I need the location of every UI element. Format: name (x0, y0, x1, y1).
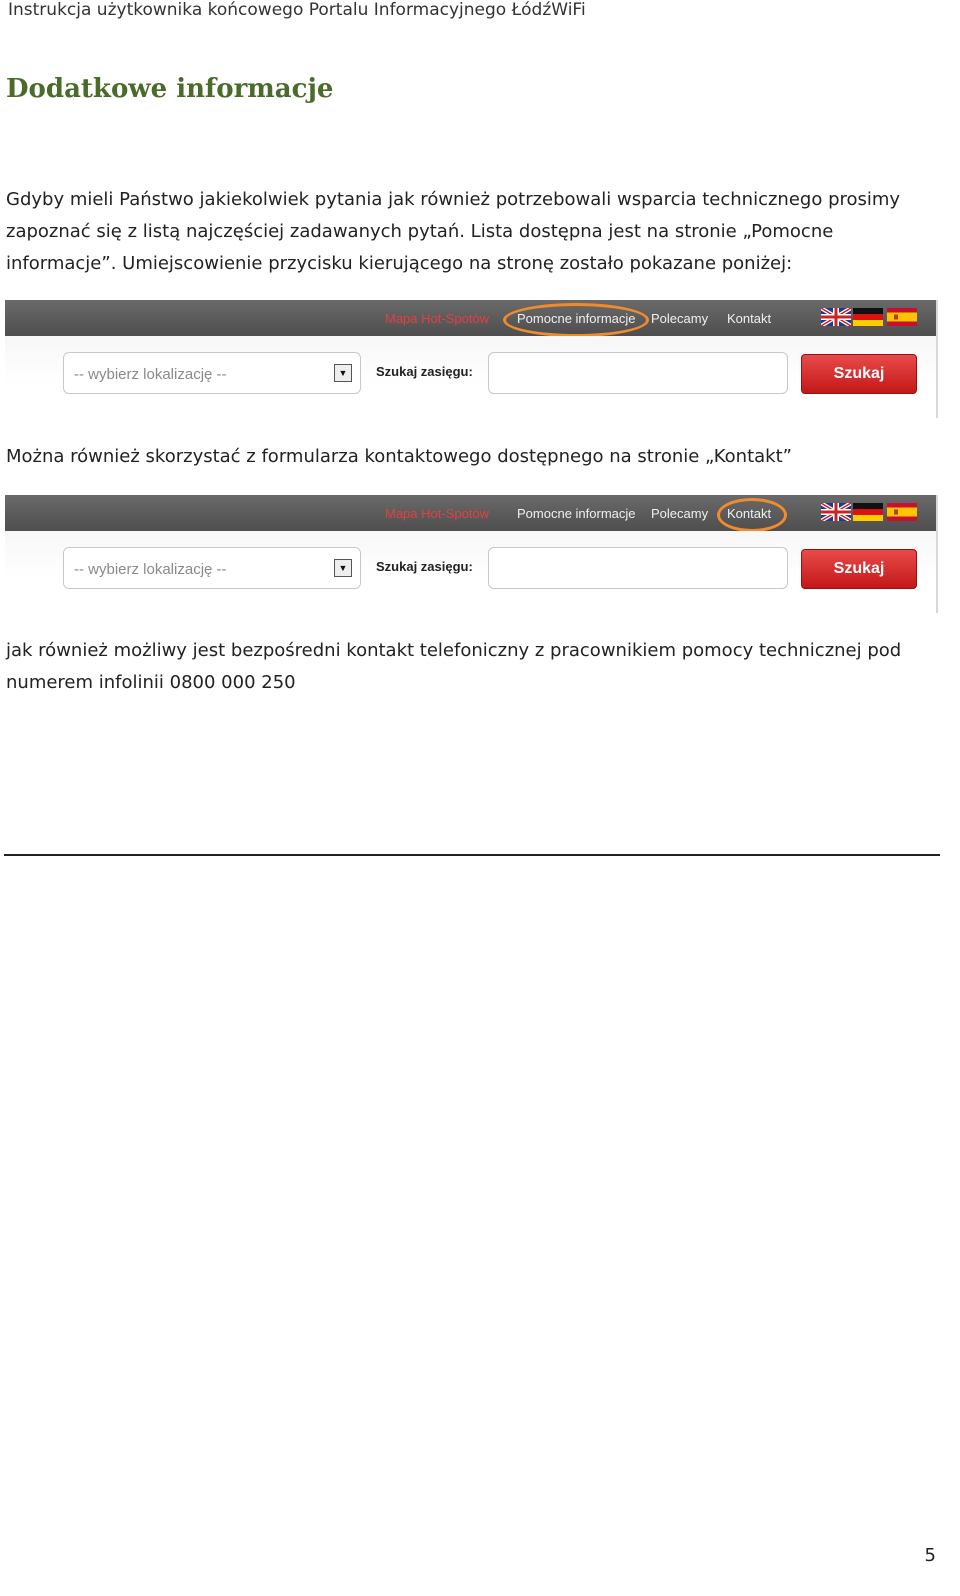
highlight-ring (503, 303, 649, 337)
portal-nav-bar (5, 495, 936, 531)
nav-link-kontakt[interactable]: Kontakt (727, 506, 772, 521)
portal-nav-bar (5, 300, 936, 336)
running-header: Instrukcja użytkownika końcowego Portalu Informacyjnego ŁódźWiFi (8, 0, 586, 20)
portal-screenshot-kontakt (5, 495, 938, 613)
range-input[interactable] (488, 547, 788, 589)
nav-link-polecamy[interactable]: Polecamy (651, 311, 709, 326)
nav-link-pomocne[interactable]: Pomocne informacje (517, 311, 636, 326)
footer-divider (4, 854, 940, 856)
search-button[interactable]: Szukaj (801, 549, 917, 589)
location-select[interactable] (63, 352, 361, 394)
german-flag-icon[interactable] (853, 308, 883, 326)
german-flag-icon[interactable] (853, 503, 883, 521)
range-label: Szukaj zasięgu: (376, 559, 473, 574)
section-heading: Dodatkowe informacje (6, 74, 334, 104)
nav-link-mapa[interactable]: Mapa Hot-Spotów (385, 311, 490, 326)
uk-flag-icon[interactable] (821, 308, 851, 326)
paragraph-hotline: jak również możliwy jest bezpośredni kontakt telefoniczny z pracownikiem pomocy technicznej pod numerem infolinii 0800 000 250 (6, 640, 902, 693)
search-button[interactable]: Szukaj (801, 354, 917, 394)
nav-link-pomocne[interactable]: Pomocne informacje (517, 506, 636, 521)
paragraph-faq-info: Gdyby mieli Państwo jakiekolwiek pytania jak również potrzebowali wsparcia technicznego prosimy zapoznać się z listą najczęściej zadawanych pytań. Lista dostępna jest na stronie „Pomocne informacje”. Umiejscowienie przycisku kierującego na stronę zostało pokazane poniżej: (6, 189, 901, 274)
range-label: Szukaj zasięgu: (376, 364, 473, 379)
spanish-flag-icon[interactable] (887, 503, 917, 521)
portal-screenshot-pomocne (5, 300, 938, 418)
dropdown-arrow-icon[interactable]: ▼ (334, 364, 352, 382)
nav-link-polecamy[interactable]: Polecamy (651, 506, 709, 521)
nav-link-kontakt[interactable]: Kontakt (727, 311, 772, 326)
nav-link-mapa[interactable]: Mapa Hot-Spotów (385, 506, 490, 521)
uk-flag-icon[interactable] (821, 503, 851, 521)
highlight-ring (717, 498, 787, 532)
spanish-flag-icon[interactable] (887, 308, 917, 326)
dropdown-arrow-icon[interactable]: ▼ (334, 559, 352, 577)
location-select-value: -- wybierz lokalizację -- (74, 561, 227, 578)
paragraph-contact-form: Można również skorzystać z formularza kontaktowego dostępnego na stronie „Kontakt” (6, 446, 792, 467)
range-input[interactable] (488, 352, 788, 394)
location-select-value: -- wybierz lokalizację -- (74, 366, 227, 383)
location-select[interactable] (63, 547, 361, 589)
page-number: 5 (924, 1545, 936, 1566)
